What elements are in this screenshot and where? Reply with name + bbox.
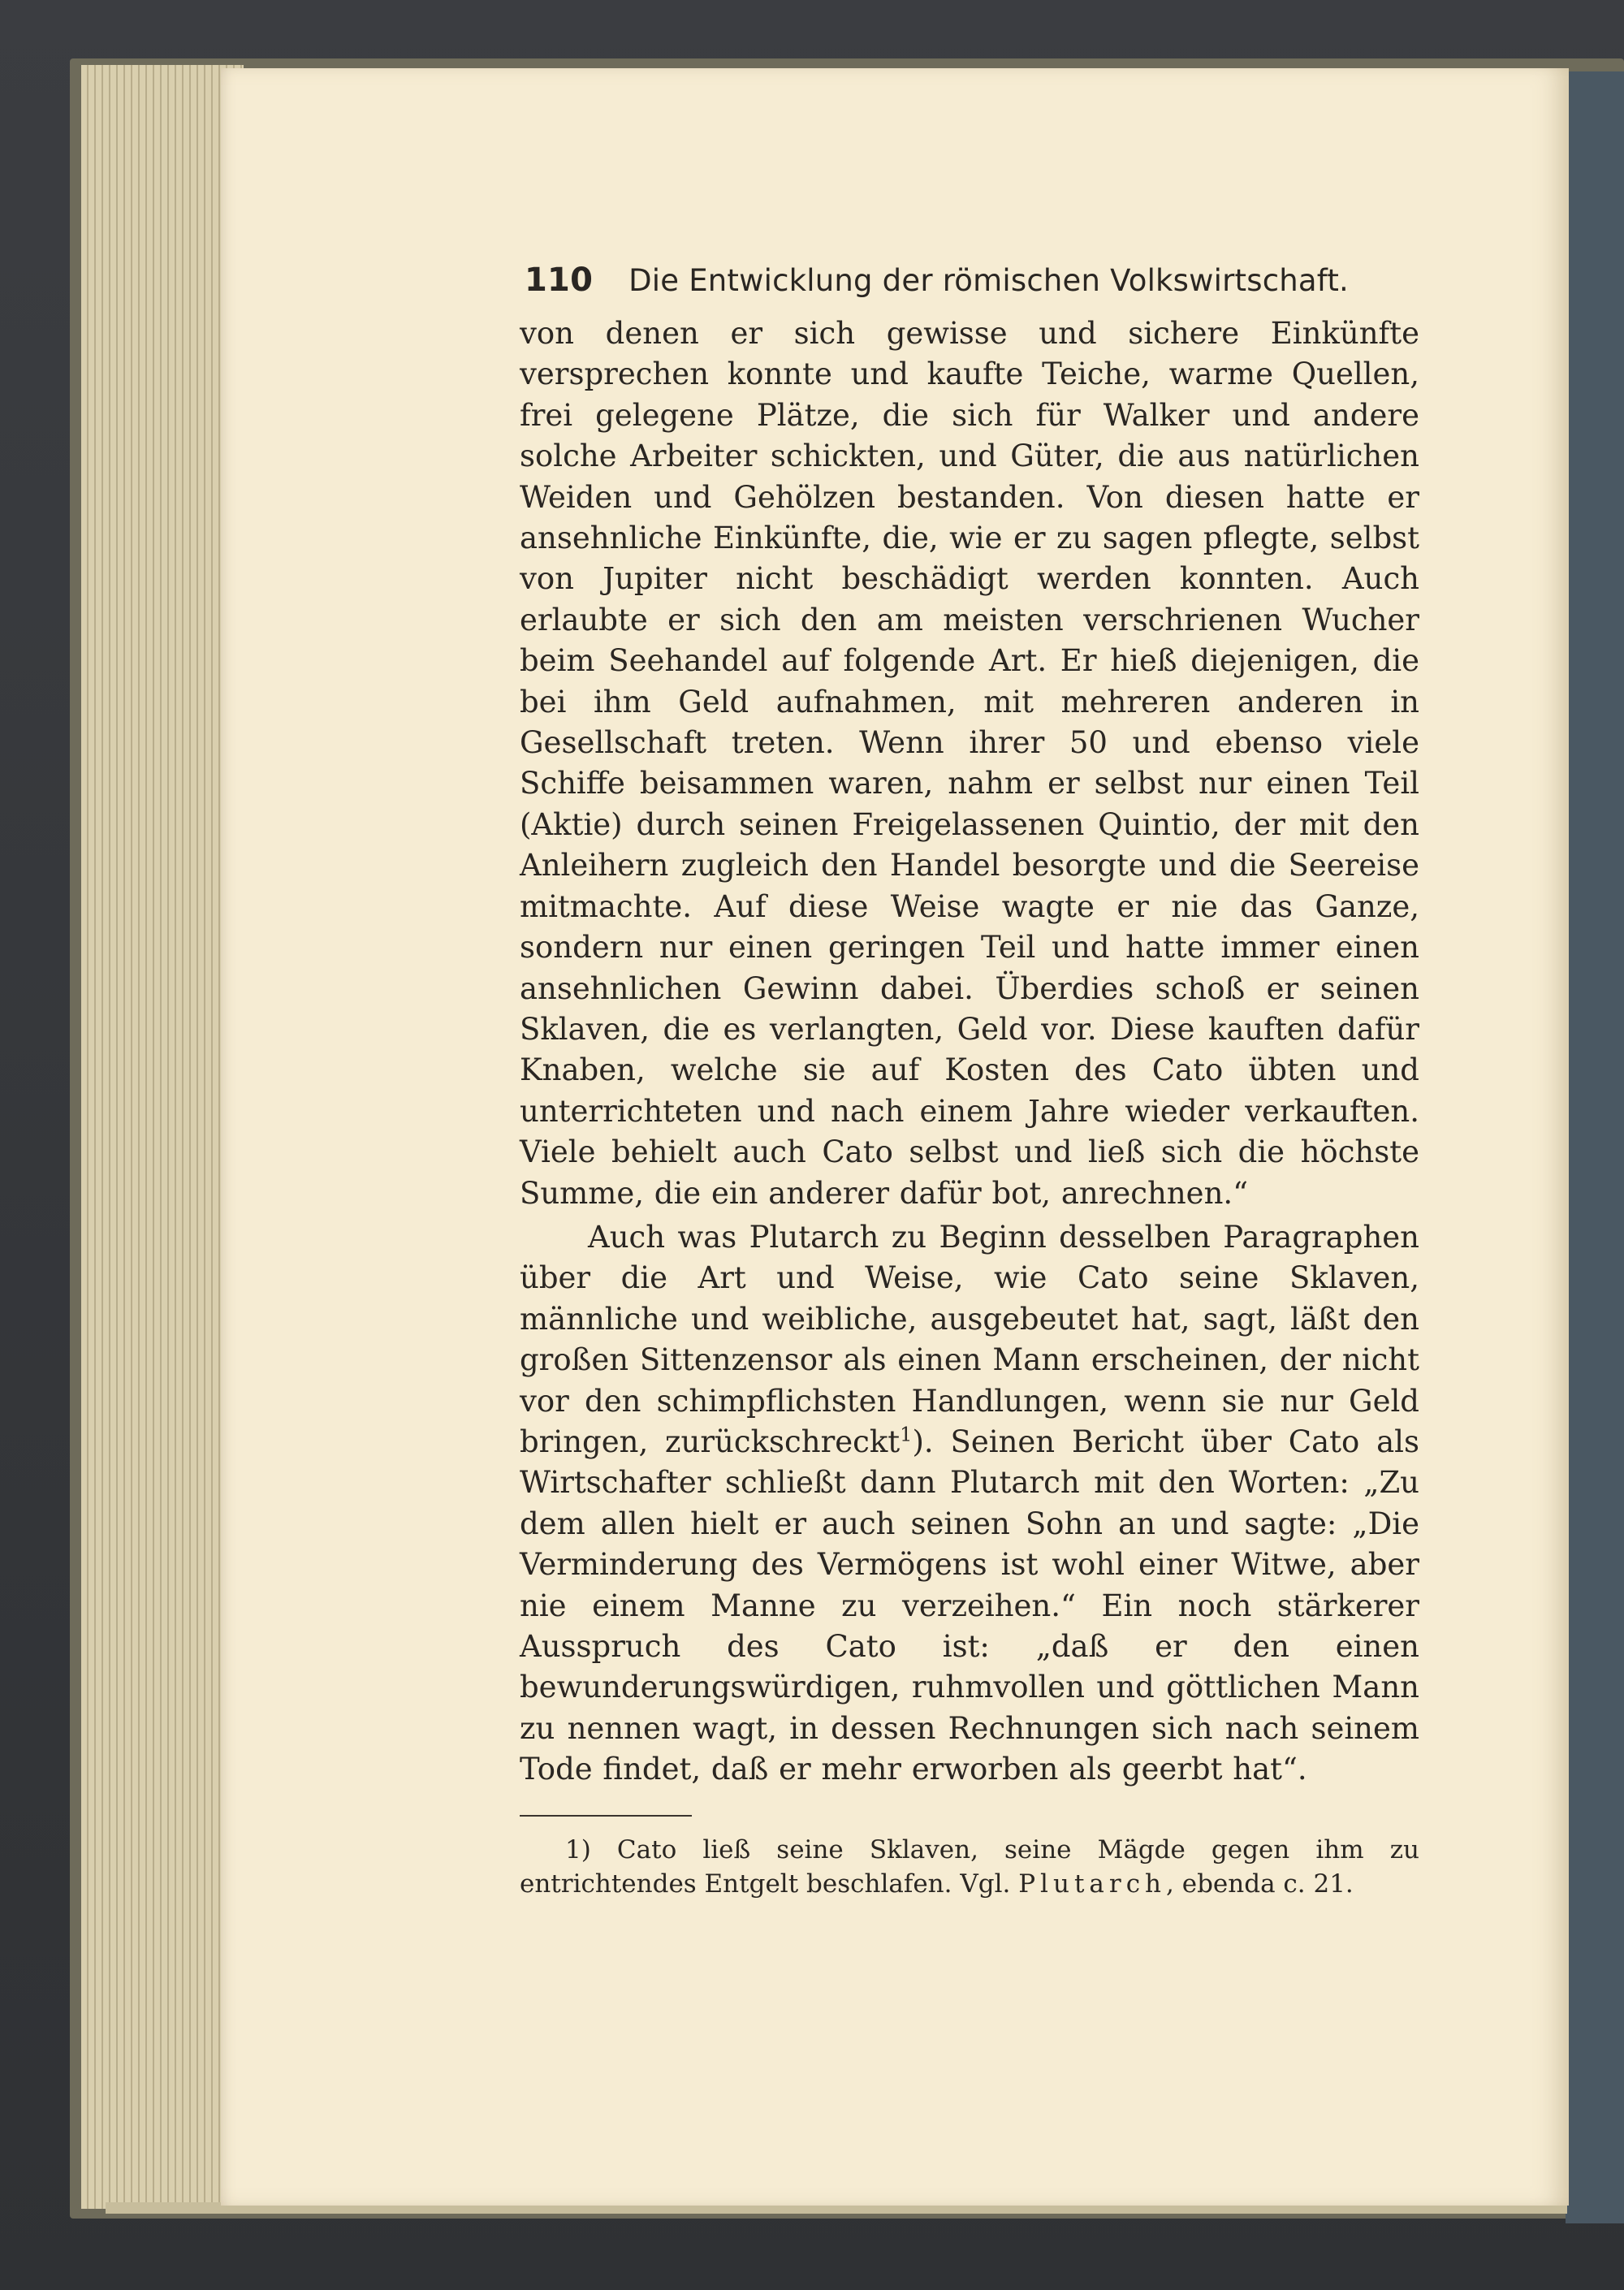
footnote-rule — [520, 1815, 692, 1817]
footnote-text-2: , ebenda c. 21. — [1166, 1869, 1354, 1899]
paragraph-2 — [520, 1217, 1419, 1791]
running-title: Die Entwicklung der römischen Volkswirtschaft. — [628, 263, 1350, 298]
page-edges — [81, 65, 244, 2209]
footnote-marker: 1) — [565, 1834, 591, 1864]
footnote-text-1: Cato ließ seine Sklaven, seine Mägde gegen ihm zu entrichtendes Entgelt beschlafen. Vgl. — [520, 1834, 1419, 1899]
book-cover-edge — [1566, 71, 1624, 2223]
footnote-reference: 1 — [900, 1423, 913, 1446]
page-number: 110 — [525, 261, 594, 299]
running-head — [520, 261, 1419, 299]
footnote — [520, 1833, 1419, 1901]
page-content — [520, 261, 1419, 1901]
footnote-spaced-name: Plutarch — [1018, 1869, 1167, 1899]
paragraph-1: von denen er sich gewisse und sichere Einkünfte versprechen konnte und kaufte Teiche, warme Quellen, frei gelegene Plätze, die sich für Walker und andere solche Arbeiter schickten, und Güter, die aus natürlichen Weiden und Gehölzen bestanden. Von diesen hatte er ansehnliche Einkünfte, die, wie er zu sagen pflegte, selbst von Jupiter nicht beschädigt werden konnten. Auch erlaubte er sich den am meisten verschrienen Wucher beim Seehandel auf folgende Art. Er hieß diejenigen, die bei ihm Geld aufnahmen, mit mehreren anderen in Gesellschaft treten. Wenn ihrer 50 und ebenso viele Schiffe beisammen waren, nahm er selbst nur einen Teil (Aktie) durch seinen Freigelassenen Quintio, der mit den Anleihern zugleich den Handel besorgte und die Seereise mitmachte. Auf diese Weise wagte er nie das Ganze, sondern nur einen geringen Teil und hatte immer einen ansehnlichen Gewinn dabei. Überdies schoß er seinen Sklaven, die es verlangten, Geld vor. Diese kauften dafür Knaben, welche sie auf Kosten des Cato übten und unterrichteten und nach einem Jahre wieder verkauften. Viele behielt auch Cato selbst und ließ sich die höchste Summe, die ein anderer dafür bot, anrechnen.“ — [520, 316, 1419, 1211]
paragraph-2-part-1: Auch was Plutarch zu Beginn desselben Paragraphen über die Art und Weise, wie Cato seine Sklaven, männliche und weibliche, ausgebeutet hat, sagt, läßt den großen Sittenzensor als einen Mann erscheinen, der nicht vor den schimpflichsten Handlungen, wenn sie nur Geld bringen, zurückschreckt — [520, 1219, 1419, 1459]
paragraph-2-part-2: ). Seinen Bericht über Cato als Wirtschafter schließt dann Plutarch mit den Worten: „Zu dem allen hielt er auch seinen Sohn an und sagte: „Die Verminderung des Vermögens ist wohl einer Witwe, aber nie einem Manne zu verzeihen.“ Ein noch stärkerer Ausspruch des Cato ist: „daß er den einen bewunderungswürdigen, ruhmvollen und göttlichen Mann zu nennen wagt, in dessen Rechnungen sich nach seinem Tode findet, daß er mehr erworben als geerbt hat“. — [520, 1424, 1419, 1787]
body-text — [520, 313, 1419, 1791]
